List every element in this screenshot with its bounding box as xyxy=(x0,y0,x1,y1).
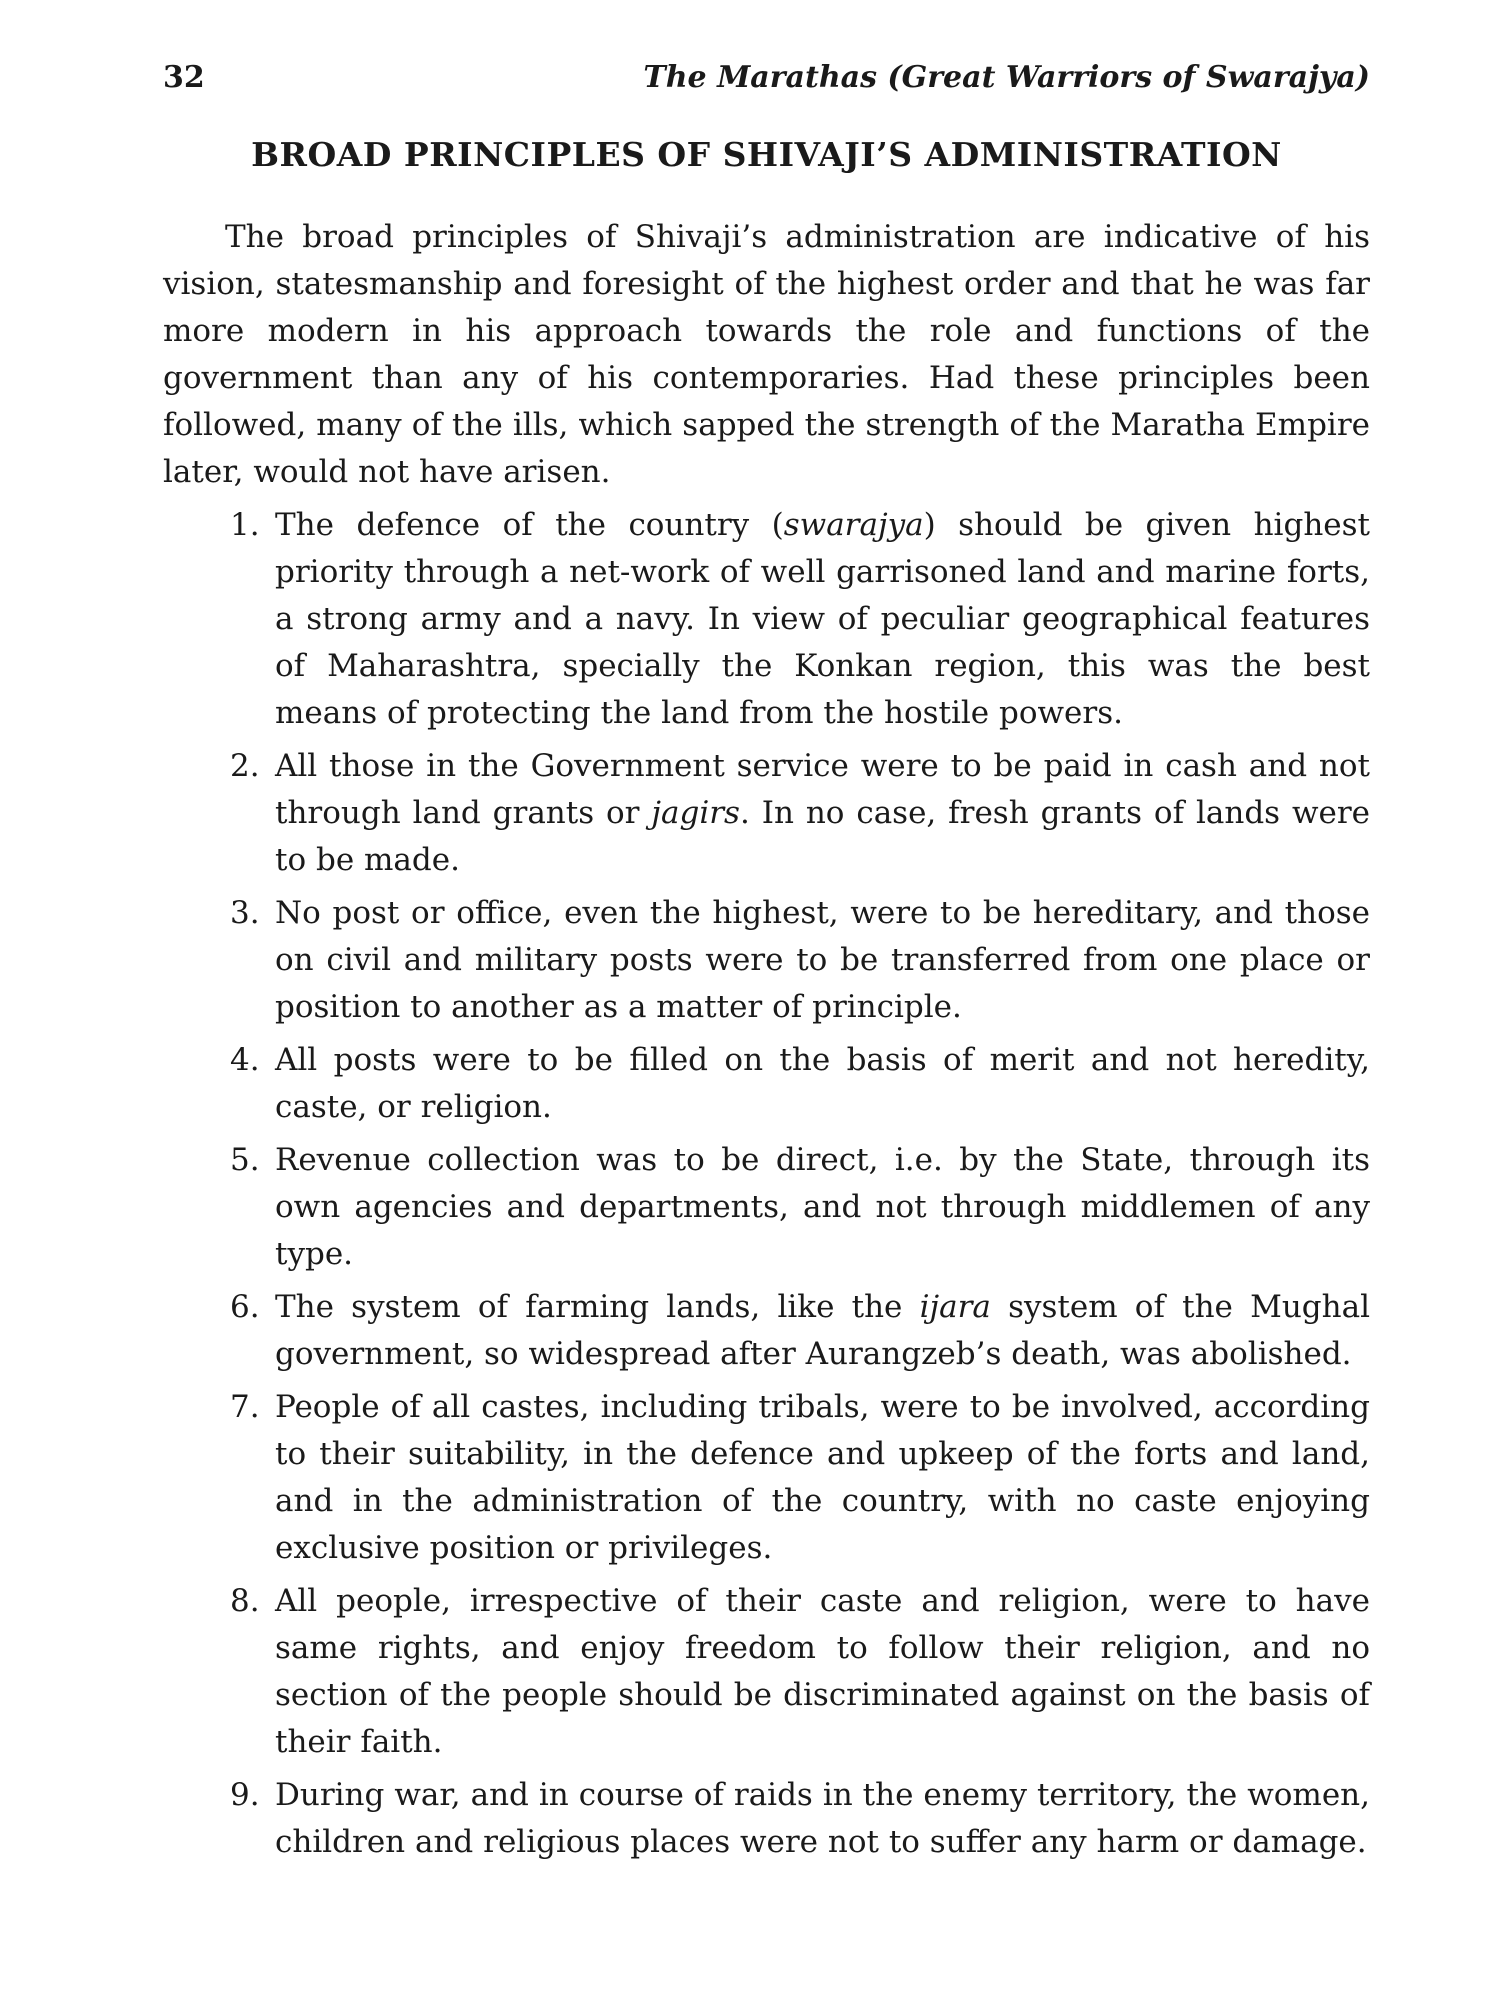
list-item-number: 9. xyxy=(230,1777,260,1813)
list-item-text: People of all castes, including tribals, were to be involved, according to their suitability, in the defence and upkeep of the forts and land, and in the administration of the country, with no caste enjoying exclusive position or privileges. xyxy=(275,1389,1370,1566)
list-item xyxy=(230,1037,1370,1131)
list-item-text: All those in the Government service were to be paid in cash and not through land grants or jagirs. In no case, fresh grants of lands were to be made. xyxy=(275,748,1370,878)
list-item-number: 8. xyxy=(230,1583,260,1619)
list-item xyxy=(230,1384,1370,1572)
list-item xyxy=(230,1284,1370,1378)
book-title: The Marathas (Great Warriors of Swarajya) xyxy=(643,60,1370,95)
list-item xyxy=(230,743,1370,884)
list-item-text: The defence of the country (swarajya) should be given highest priority through a net-work of well garrisoned land and marine forts, a strong army and a navy. In view of peculiar geographical features of Maharashtra, specially the Konkan region, this was the best means of protecting the land from the hostile powers. xyxy=(275,507,1370,731)
list-item-number: 3. xyxy=(230,895,260,931)
list-item-number: 2. xyxy=(230,748,260,784)
list-item-text: During war, and in course of raids in the enemy territory, the women, children and religious places were not to suffer any harm or damage. xyxy=(275,1777,1370,1860)
list-item-number: 1. xyxy=(230,507,260,543)
list-item xyxy=(230,1772,1370,1866)
list-item xyxy=(230,1137,1370,1278)
list-item-text: All posts were to be filled on the basis of merit and not heredity, caste, or religion. xyxy=(275,1042,1370,1125)
running-header xyxy=(163,60,1370,95)
list-item xyxy=(230,890,1370,1031)
list-item-number: 6. xyxy=(230,1289,260,1325)
list-item-number: 7. xyxy=(230,1389,260,1425)
book-page xyxy=(163,60,1370,1872)
list-item-number: 4. xyxy=(230,1042,260,1078)
list-item-text: No post or office, even the highest, were to be hereditary, and those on civil and military posts were to be transferred from one place or position to another as a matter of principle. xyxy=(275,895,1370,1025)
intro-paragraph: The broad principles of Shivaji’s administration are indicative of his vision, statesmanship and foresight of the highest order and that he was far more modern in his approach towards the role and functions of the government than any of his contemporaries. Had these principles been followed, many of the ills, which sapped the strength of the Maratha Empire later, would not have arisen. xyxy=(163,219,1370,490)
page-number: 32 xyxy=(163,60,205,95)
list-item-text: All people, irrespective of their caste and religion, were to have same rights, and enjoy freedom to follow their religion, and no section of the people should be discriminated against on the basis of their faith. xyxy=(275,1583,1370,1760)
principles-list xyxy=(163,502,1370,1866)
list-item-text: The system of farming lands, like the ijara system of the Mughal government, so widespread after Aurangzeb’s death, was abolished. xyxy=(275,1289,1370,1372)
list-item xyxy=(230,502,1370,737)
section-heading: BROAD PRINCIPLES OF SHIVAJI’S ADMINISTRATION xyxy=(251,135,1282,174)
list-item xyxy=(230,1578,1370,1766)
list-item-number: 5. xyxy=(230,1142,260,1178)
list-item-text: Revenue collection was to be direct, i.e. by the State, through its own agencies and departments, and not through middlemen of any type. xyxy=(275,1142,1370,1272)
